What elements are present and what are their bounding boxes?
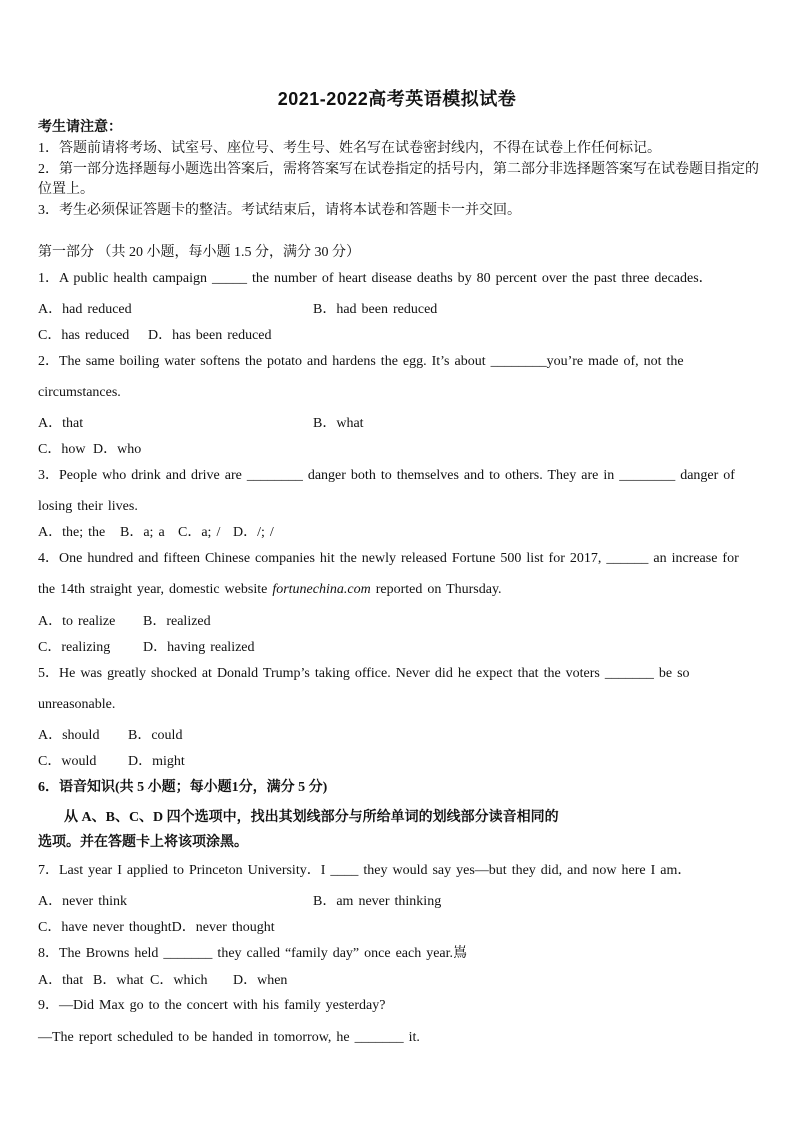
question-2-stem: 2．The same boiling water softens the potato and hardens the egg. It’s about ________you’re made of, not the [38,354,684,369]
question-4-stem: 4．One hundred and fifteen Chinese companies hit the newly released Fortune 500 list for 2017, ______ an increase for [38,551,739,566]
question-3-option-b: B．a; a [120,525,165,540]
question-5-option-b: B．could [128,728,183,743]
notice-line: 2．第一部分选择题每小题选出答案后，需将答案写在试卷指定的括号内，第二部分非选择题答案写在试卷题目指定的 [38,162,759,177]
notice-line: 3．考生必须保证答题卡的整洁。考试结束后，请将本试卷和答题卡一并交回。 [38,203,521,218]
question-4-option-d: D．having realized [143,640,255,655]
question-1-stem: 1．A public health campaign _____ the number of heart disease deaths by 80 percent over the past three decades． [38,271,713,286]
question-6-instructions: 从 A、B、C、D 四个选项中，找出其划线部分与所给单词的划线部分读音相同的 [64,810,559,825]
question-4-option-c: C．realizing [38,640,111,655]
question-2-option-b: B．what [313,416,364,431]
question-5-stem: 5．He was greatly shocked at Donald Trump’s taking office. Never did he expect that the voters _______ be so [38,666,690,681]
page-title: 2021-2022高考英语模拟试卷 [277,89,517,109]
question-8-option-c: C．which [150,973,208,988]
question-6-heading: 6．语音知识(共 5 小题；每小题1分，满分 5 分) [38,780,328,795]
question-8-option-b: B．what [93,973,144,988]
question-2-option-c: C．how [38,442,86,457]
question-4-text-before: the 14th straight year, domestic website [38,582,273,597]
notice-line: 1．答题前请将考场、试室号、座位号、考生号、姓名写在试卷密封线内，不得在试卷上作任何标记。 [38,141,661,156]
question-3-stem: 3．People who drink and drive are ________ danger both to themselves and to others. They are in ________ danger of [38,468,735,483]
question-5-stem-cont: unreasonable. [38,697,116,712]
question-5-option-d: D．might [128,754,185,769]
notice-heading: 考生请注意： [38,120,122,135]
question-3-option-a: A．the; the [38,525,106,540]
question-4-text-after: reported on Thursday. [370,582,502,597]
question-2-stem-cont: circumstances. [38,385,121,400]
question-7-option-d: D．never thought [171,920,275,935]
question-7-option-a: A．never think [38,894,127,909]
question-1-option-b: B．had been reduced [313,302,438,317]
question-6-instructions-cont: 选项。并在答题卡上将该项涂黑。 [38,835,248,850]
question-1-option-d: D．has been reduced [148,328,272,343]
question-4-website: fortunechina.com [272,582,371,597]
question-7-option-c: C．have never thought [38,920,172,935]
question-8-stem: 8．The Browns held _______ they called “family day” once each year.嶌 [38,946,468,961]
part1-heading: 第一部分 （共 20 小题，每小题 1.5 分，满分 30 分） [38,245,360,260]
question-8-option-a: A．that [38,973,84,988]
question-7-options-cd [38,918,275,938]
question-8-option-d: D．when [233,973,288,988]
notice-line: 位置上。 [38,182,94,197]
question-7-option-b: B．am never thinking [313,894,442,909]
question-5-option-c: C．would [38,754,97,769]
question-7-stem: 7．Last year I applied to Princeton University．I ____ they would say yes—but they did, and now here I am． [38,863,692,878]
question-9-stem-cont: —The report scheduled to be handed in tomorrow, he _______ it. [38,1030,420,1045]
question-9-stem: 9．—Did Max go to the concert with his family yesterday? [38,998,386,1013]
question-2-option-d: D．who [93,442,142,457]
question-1-option-a: A．had reduced [38,302,132,317]
question-4-stem-cont [38,580,502,600]
question-3-option-c: C．a; / [178,525,221,540]
question-5-option-a: A．should [38,728,100,743]
question-1-option-c: C．has reduced [38,328,130,343]
question-2-option-a: A．that [38,416,84,431]
question-3-stem-cont: losing their lives. [38,499,138,514]
question-3-option-d: D．/; / [233,525,274,540]
question-4-option-b: B．realized [143,614,211,629]
question-4-option-a: A．to realize [38,614,116,629]
